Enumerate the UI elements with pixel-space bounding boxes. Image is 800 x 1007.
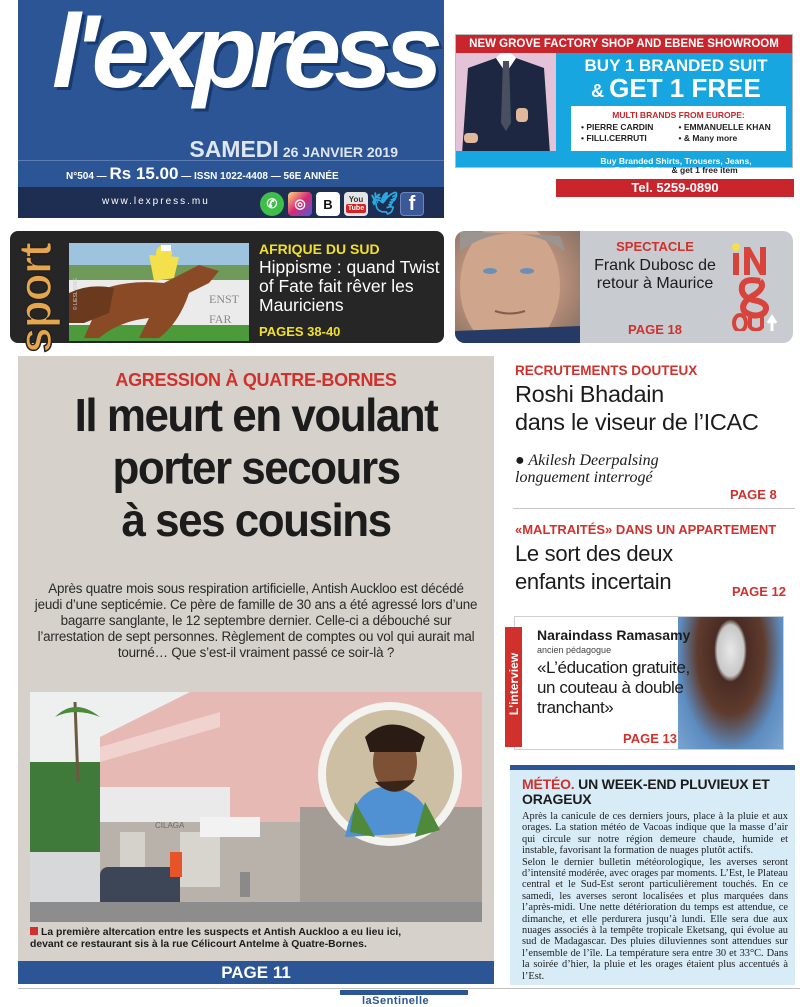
inout-headline[interactable]: Frank Dubosc de retour à Maurice	[594, 257, 716, 292]
issue-info	[18, 160, 444, 186]
svg-text:ENST: ENST	[209, 292, 239, 306]
shop-sign: CILAGA	[155, 821, 185, 830]
main-page-ref[interactable]: PAGE 11	[18, 961, 494, 984]
quote-line: tranchant»	[537, 698, 614, 717]
url-bar	[18, 187, 444, 218]
sport-page-ref: PAGES 38-40	[259, 324, 341, 339]
photo-caption	[30, 927, 482, 950]
interviewee-name: Naraindass Ramasamy	[537, 627, 691, 643]
main-lede: Après quatre mois sous respiration artificielle, Antish Auckloo est décédé jeudi d’une septicémie. Ce père de famille de 30 ans a été agressé lors d’une bagarre sanglante, le 12 septembre dernier. Celle-ci a débouché sur l’arrestation de sept personnes. Règlement de comptes ou vol qui aurait mal tourné… Que s’est-il vraiment passé ce soir-là ?	[34, 581, 478, 660]
ad-footer-line: Buy Branded Shirts, Trousers, Jeans,	[600, 156, 752, 166]
main-headline-line: à ses cousins	[121, 495, 391, 547]
website-link[interactable]: www.lexpress.mu	[102, 196, 210, 207]
meteo-label: MÉTÉO.	[522, 776, 575, 792]
interview-quote	[537, 658, 690, 718]
main-headline[interactable]	[18, 390, 494, 548]
whatsapp-icon[interactable]: ✆	[260, 192, 284, 216]
ad-brand: • PIERRE CARDIN	[581, 122, 654, 132]
ad-brand: • FILLI.CERRUTI	[581, 133, 647, 143]
masthead	[18, 0, 444, 218]
divider	[513, 508, 795, 509]
story1-headline-line: dans le viseur de l’ICAC	[515, 409, 759, 435]
ad-free-text: GET 1 FREE	[609, 73, 761, 103]
ad-phone: Tel. 5259-0890	[556, 179, 794, 197]
sport-headline[interactable]: Hippisme : quand Twist of Fate fait rêver les Mauriciens	[259, 257, 440, 315]
story1-headline[interactable]	[515, 380, 759, 436]
story2-page-ref: PAGE 12	[732, 584, 786, 599]
interviewee-role: ancien pédagogue	[537, 645, 612, 655]
main-kicker: AGRESSION À QUATRE-BORNES	[115, 370, 397, 390]
footer-rule	[18, 988, 800, 989]
ad-brand: • EMMANUELLE KHAN	[678, 122, 771, 132]
story1-subhead-line: longuement interrogé	[515, 469, 653, 486]
restaurant-photo	[30, 692, 482, 922]
caption-marker	[30, 927, 38, 935]
meteo-body	[522, 811, 788, 982]
ad-banner: NEW GROVE FACTORY SHOP AND EBENE SHOWROOM	[456, 35, 792, 53]
interview-teaser[interactable]	[514, 616, 784, 750]
story2-kicker: «MALTRAITÉS» DANS UN APPARTEMENT	[515, 522, 777, 537]
caption-line: La première altercation entre les suspects et Antish Auckloo a eu lieu ici,	[41, 927, 402, 938]
suit-photo	[456, 53, 556, 151]
dateline	[189, 136, 398, 163]
story1-page-ref: PAGE 8	[730, 487, 777, 502]
story2-headline-line: enfants incertain	[515, 569, 672, 594]
interview-tag-label: L'interview	[507, 652, 521, 716]
interview-tag	[505, 627, 522, 747]
date-label: 26 JANVIER 2019	[282, 144, 398, 160]
story2-headline[interactable]	[515, 540, 673, 596]
suit-advertisement[interactable]	[455, 34, 793, 195]
ad-footer-offer: & get 1 free item	[669, 165, 738, 175]
meteo-paragraph: Selon le dernier bulletin météorologique, les averses seront d’intensité modérée, avec orages par moments. L’Est, le Plateau central et le Sud-Est seront particulièrement touchés. En ce samedi, les averses seront localisées et plus marquées dans l’après-midi. Une nette détérioration du temps est attendue, ce dimanche, et elle perdurera jusqu’à lundi. Elle sera due aux nuages associés à la tempête tropicale Eketsang, qui évolue au sud de Madagascar. Des pluies diluviennes sont attendues sur l’ensemble de l’île. La température sera entre 30 et 33°C. Dans la soirée d’hier, la pluie et les orages étaient plus accentués à l’Est.	[522, 856, 788, 982]
caption-line: devant ce restaurant sis à la rue Célicourt Antelme à Quatre-Bornes.	[30, 938, 367, 950]
story2-headline-line: Le sort des deux	[515, 541, 673, 566]
instagram-icon[interactable]: ◎	[288, 192, 312, 216]
sport-kicker: AFRIQUE DU SUD	[259, 241, 380, 257]
day-label: SAMEDI	[189, 136, 279, 162]
facebook-icon[interactable]: f	[400, 192, 424, 216]
inout-kicker: SPECTACLE	[616, 239, 694, 254]
story1-headline-line: Roshi Bhadain	[515, 381, 664, 407]
ad-ampersand: &	[591, 81, 610, 101]
lexpress-logo[interactable]: l'express	[52, 0, 436, 110]
interview-page-ref: PAGE 13	[623, 731, 677, 746]
inout-page-ref: PAGE 18	[628, 322, 682, 337]
la-sentinelle-logo: laSentinelle	[362, 995, 430, 1007]
meteo-box	[510, 765, 795, 985]
main-headline-line: porter secours	[112, 442, 400, 495]
bip-icon[interactable]: B	[316, 192, 340, 216]
twitter-icon[interactable]: 🕊	[370, 191, 398, 216]
story1-kicker: RECRUTEMENTS DOUTEUX	[515, 363, 698, 378]
ad-footer	[561, 157, 791, 175]
frank-dubosc-photo	[455, 231, 580, 343]
meteo-paragraph: Après la canicule de ces derniers jours, place à la pluie et aux orages. La station météo de Vacoas indique que la masse d’air qui circule sur notre région demeure chaude, humide et instable, favorisant la formation de nuages plutôt actifs.	[522, 811, 788, 857]
price: Rs 15.00	[109, 164, 179, 183]
quote-line: «L’éducation gratuite,	[537, 658, 690, 677]
ad-footer-line: Polo, T-Shirts	[614, 165, 670, 175]
story1-subhead	[515, 452, 659, 486]
sport-logo: sport	[9, 243, 61, 353]
interviewee-photo	[678, 617, 783, 750]
svg-text:FAR: FAR	[209, 312, 232, 326]
sport-teaser[interactable]	[0, 231, 444, 353]
ad-brand: • & Many more	[678, 133, 738, 143]
issue-number: N°504 —	[66, 171, 107, 182]
quote-line: un couteau à double	[537, 678, 684, 697]
meteo-top-bar	[510, 765, 795, 770]
issn: — ISSN 1022-4408 — 56E ANNÉE	[181, 171, 339, 182]
photo-credit: © LIESL KING	[73, 277, 80, 311]
ad-headline: BUY 1 BRANDED SUIT	[584, 56, 768, 75]
ad-headline-free	[561, 75, 791, 104]
meteo-title: UN WEEK-END PLUVIEUX ET ORAGEUX	[522, 776, 770, 807]
in-and-out-logo	[730, 241, 778, 331]
youtube-icon[interactable]: You Tube	[344, 192, 368, 216]
main-story	[18, 356, 494, 961]
horse-race-photo	[69, 243, 249, 341]
inout-teaser[interactable]	[455, 231, 793, 343]
meteo-headline	[522, 777, 782, 807]
story1-subhead-line: ● Akilesh Deerpalsing	[515, 452, 659, 469]
ad-brands-box	[571, 106, 786, 151]
ad-brands-title: MULTI BRANDS FROM EUROPE:	[612, 110, 745, 120]
main-headline-line: Il meurt en voulant	[74, 390, 438, 442]
